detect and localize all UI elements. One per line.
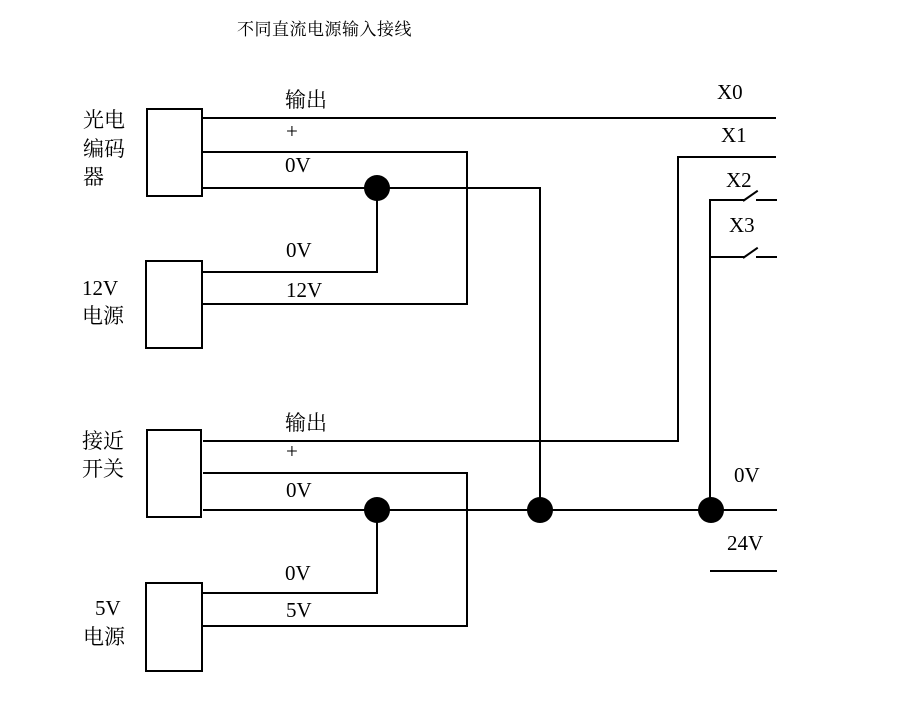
prox-label-line1: 接近 xyxy=(82,429,124,453)
label-psu12-0v: 0V xyxy=(286,238,312,262)
wire-psu12-0v xyxy=(203,271,377,273)
prox-box xyxy=(146,429,202,518)
encoder-label-line3: 器 xyxy=(83,165,104,189)
label-terminal-24v: 24V xyxy=(727,531,764,555)
label-prox-out: 输出 xyxy=(285,411,327,435)
wire-0v-bus xyxy=(203,509,777,511)
wire-x3-right-segment xyxy=(756,256,777,258)
psu12-label-line2: 电源 xyxy=(82,304,124,328)
drop-x2-x3-to-bus xyxy=(709,199,711,511)
label-psu5-0v: 0V xyxy=(285,561,311,585)
encoder-box xyxy=(146,108,203,197)
junction-dot-bus-right xyxy=(698,497,724,523)
label-terminal-0v: 0V xyxy=(734,463,760,487)
wire-x2-right-segment xyxy=(756,199,777,201)
label-terminal-x1: X1 xyxy=(721,123,747,147)
drop-encoder-0v-to-bus xyxy=(539,187,541,511)
wire-psu12-12v xyxy=(203,303,467,305)
psu5-label-line1: 5V xyxy=(95,596,121,620)
encoder-label-line2: 编码 xyxy=(83,137,125,161)
label-prox-plus: + xyxy=(286,439,298,463)
prox-label-line2: 开关 xyxy=(82,457,124,481)
junction-dot-prox-0v xyxy=(364,497,390,523)
drop-prox-plus-to-5v xyxy=(466,472,468,627)
label-terminal-x2: X2 xyxy=(726,168,752,192)
label-encoder-plus: + xyxy=(286,119,298,143)
label-psu5-5v: 5V xyxy=(286,598,312,622)
wire-x1 xyxy=(678,156,776,158)
wire-x2-left-segment xyxy=(710,199,744,201)
diagram-title: 不同直流电源输入接线 xyxy=(237,20,412,39)
label-encoder-out: 输出 xyxy=(285,88,327,112)
wire-psu5-0v xyxy=(203,592,377,594)
label-terminal-x3: X3 xyxy=(729,213,755,237)
psu5-box xyxy=(145,582,203,672)
label-prox-0v: 0V xyxy=(286,478,312,502)
wire-encoder-plus xyxy=(203,151,467,153)
wire-x3-left-segment xyxy=(710,256,744,258)
drop-encoder-plus-to-12v xyxy=(466,151,468,305)
psu12-label-line1: 12V xyxy=(82,276,119,300)
wire-prox-plus xyxy=(203,472,467,474)
drop-x1-to-prox-out xyxy=(677,156,679,442)
psu12-box xyxy=(145,260,203,349)
wire-24v xyxy=(710,570,777,572)
junction-dot-bus-mid xyxy=(527,497,553,523)
label-encoder-0v: 0V xyxy=(285,153,311,177)
junction-dot-encoder-0v xyxy=(364,175,390,201)
label-psu12-12v: 12V xyxy=(286,278,323,302)
label-terminal-x0: X0 xyxy=(717,80,743,104)
wire-prox-out xyxy=(203,440,678,442)
wire-psu5-5v xyxy=(203,625,467,627)
psu5-label-line2: 电源 xyxy=(83,625,125,649)
encoder-label-line1: 光电 xyxy=(83,108,125,132)
